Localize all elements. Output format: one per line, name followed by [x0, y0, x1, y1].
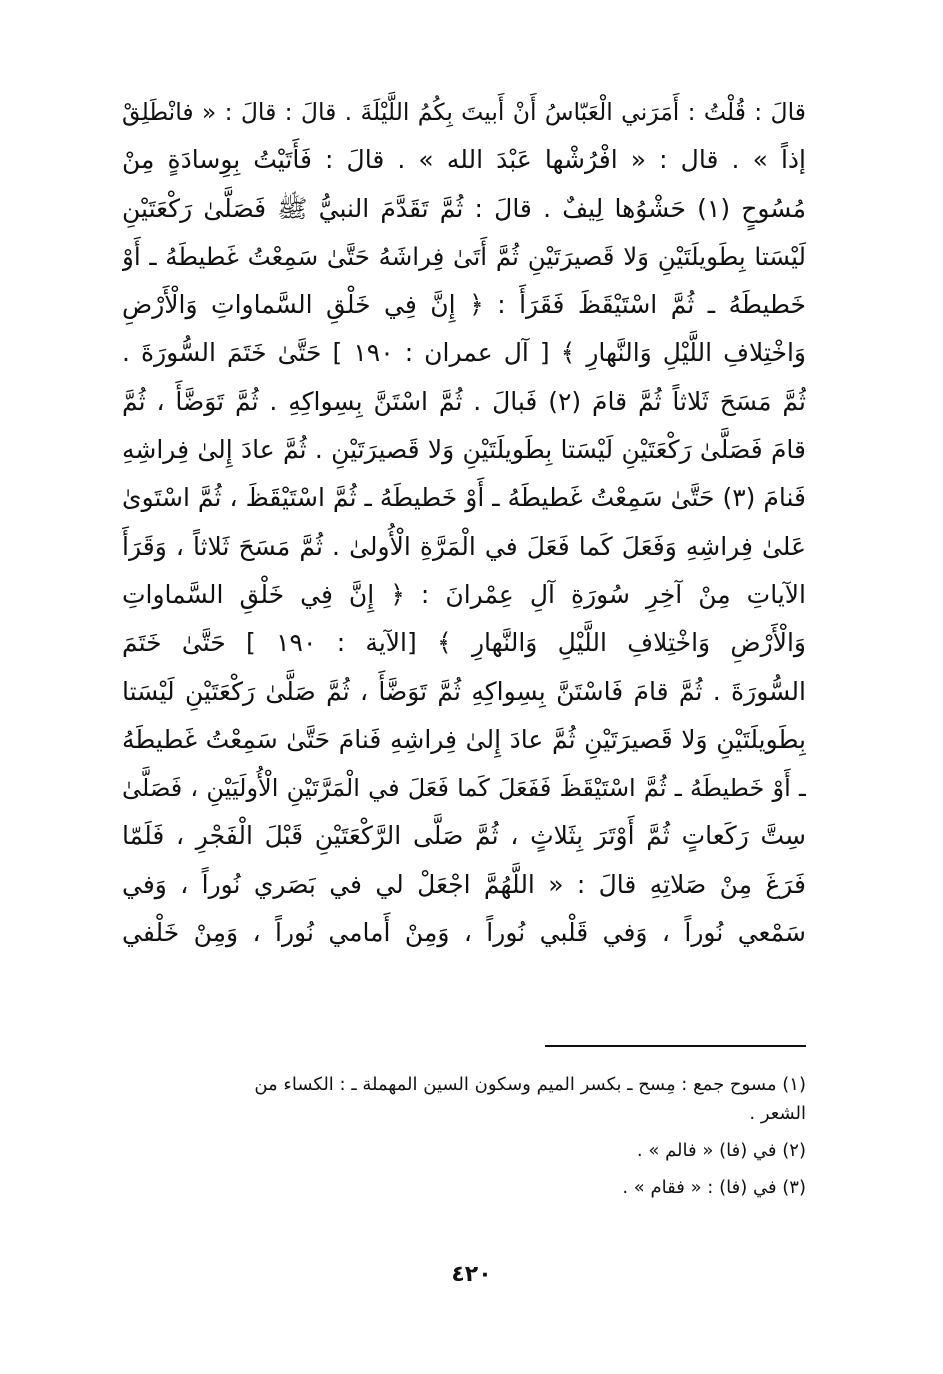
- text-line: ثُمَّ مَسَحَ ثَلاثاً ثُمَّ قامَ (٢) فَبالَ . ثُمَّ اسْتَنَّ بِسِواكِهِ . ثُمَّ تَوَضَّأَ ، ثُمَّ: [122, 386, 806, 416]
- text-line: عَلىٰ فِراشِهِ وَفَعَلَ كَما فَعَلَ في الْمَرَّةِ الْأُولىٰ . ثُمَّ مَسَحَ ثَلاثاً ، وَقَرَأَ: [122, 531, 806, 561]
- text-line: قامَ فَصَلَّىٰ رَكْعَتَيْنِ لَيْسَتا بِطَويلَتَيْنِ وَلا قَصيرَتَيْنِ . ثُمَّ عادَ إِلىٰ فِراشِهِ: [122, 435, 806, 465]
- main-text: [122, 88, 806, 957]
- text-line: سَمْعي نُوراً ، وَفي قَلْبي نُوراً ، وَمِنْ أَمامي نُوراً ، وَمِنْ خَلْفي: [122, 918, 806, 948]
- text-line: فَنامَ (٣) حَتَّىٰ سَمِعْتُ غَطيطَهُ ـ أَوْ خَطيطَهُ ـ ثُمَّ اسْتَيْقَظَ ، ثُمَّ اسْتَوىٰ: [122, 483, 806, 513]
- text-line: لَيْسَتا بِطَويلَتَيْنِ وَلا قَصيرَتَيْنِ ثُمَّ أَتَىٰ فِراشَهُ حَتَّىٰ سَمِعْتُ غَطيطَهُ ـ أَوْ: [122, 241, 806, 271]
- footnote-3: (٣) في (فا) : « فقام » .: [622, 1177, 806, 1198]
- footnote-2: (٢) في (فا) « فالم » .: [636, 1140, 806, 1161]
- footnote-1-continuation: الشعر .: [749, 1103, 806, 1124]
- text-line: وَاخْتِلافِ اللَّيْلِ وَالنَّهارِ ﴾ [ آل عمران : ١٩٠ ] حَتَّىٰ خَتَمَ السُّورَةَ .: [122, 338, 806, 368]
- text-line: مُسُوحٍ (١) حَشْوُها لِيفٌ . قالَ : ثُمَّ تَقَدَّمَ النبيُّ ﷺ فَصَلَّىٰ رَكْعَتَيْنِ: [122, 193, 806, 223]
- text-line: ـ أَوْ خَطيطَهُ ـ ثُمَّ اسْتَيْقَظَ فَفَعَلَ كَما فَعَلَ في الْمَرَّتَيْنِ الْأُولَيَيْنِ ، فَصَلَّىٰ: [122, 774, 806, 803]
- footnotes: [120, 1070, 806, 1202]
- text-line: السُّورَةَ . ثُمَّ قامَ فَاسْتَنَّ بِسِواكِهِ ثُمَّ تَوَضَّأَ ، ثُمَّ صَلَّىٰ رَكْعَتَيْنِ لَيْسَتا: [122, 676, 806, 706]
- footnote-1: (١) مسوح جمع : مِسح ـ بكسر الميم وسكون السين المهملة ـ : الكساء من: [254, 1074, 806, 1095]
- text-line: سِتَّ رَكَعاتٍ ثُمَّ أَوْتَرَ بِثَلاثٍ ، ثُمَّ صَلَّى الرَّكْعَتَيْنِ قَبْلَ الْفَجْرِ ، فَلَمّا: [122, 821, 806, 851]
- text-line: قالَ : قُلْتُ : أَمَرَني الْعَبّاسُ أَنْ أَبيتَ بِكُمُ اللَّيْلَةَ . قالَ : قالَ : « فانْطَلِقْ: [122, 98, 806, 126]
- text-line: فَرَغَ مِنْ صَلاتِهِ قالَ : « اللَّهُمَّ اجْعَلْ لي في بَصَري نُوراً ، وَفي: [122, 869, 806, 899]
- text-line: الآياتِ مِنْ آخِرِ سُورَةِ آلِ عِمْرانَ : ﴿ إِنَّ فِي خَلْقِ السَّماواتِ: [122, 579, 806, 609]
- text-line: وَالْأَرْضِ وَاخْتِلافِ اللَّيْلِ وَالنَّهارِ ﴾ [الآية : ١٩٠ ] حَتَّىٰ خَتَمَ: [122, 628, 806, 658]
- text-line: بِطَويلَتَيْنِ وَلا قَصيرَتَيْنِ ثُمَّ عادَ إِلىٰ فِراشِهِ فَنامَ حَتَّىٰ سَمِعْتُ غَطيطَهُ: [122, 724, 806, 754]
- footnote-divider: [545, 1045, 806, 1047]
- text-line: خَطيطَهُ ـ ثُمَّ اسْتَيْقَظَ فَقَرَأَ : ﴿ إِنَّ فِي خَلْقِ السَّماواتِ وَالْأَرْضِ: [122, 290, 806, 320]
- text-line: إذاً » . قال : « افْرُشْها عَبْدَ الله » . قالَ : فَأَتَيْتُ بِوِسادَةٍ مِنْ: [122, 145, 806, 175]
- page-number: ٤٢٠: [451, 1262, 492, 1287]
